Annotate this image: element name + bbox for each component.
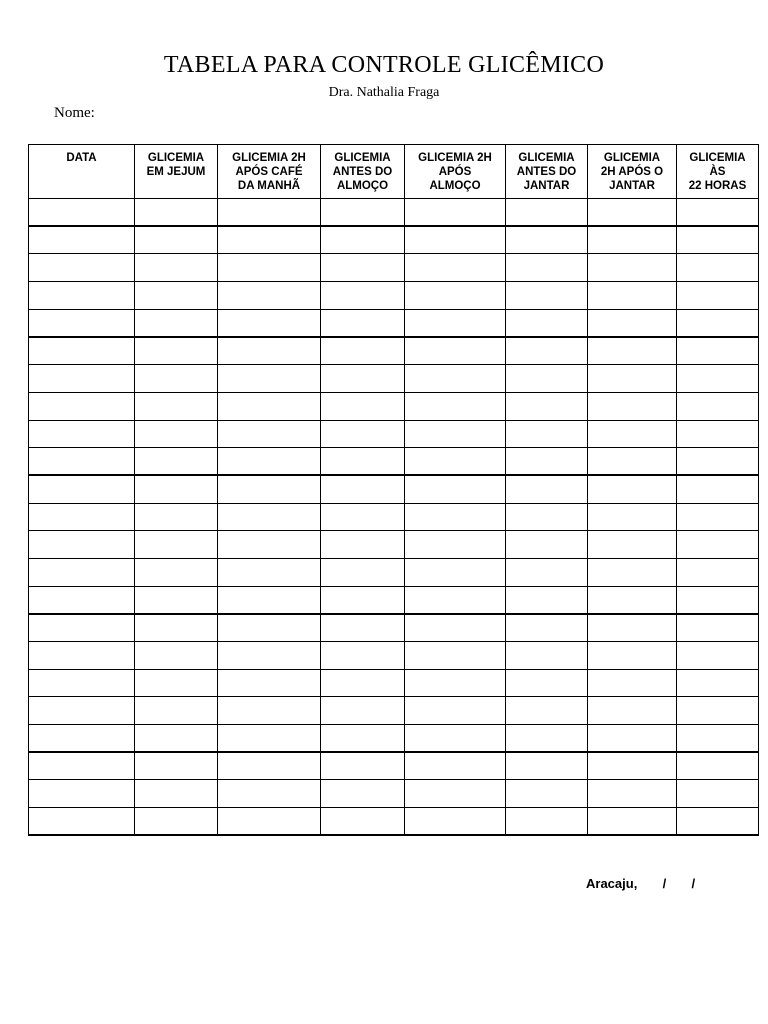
column-header-line: APÓS CAFÉ bbox=[235, 166, 303, 178]
table-cell[interactable] bbox=[321, 503, 405, 531]
table-cell[interactable] bbox=[321, 531, 405, 559]
column-header-line: DA MANHÃ bbox=[237, 180, 301, 192]
table-cell[interactable] bbox=[506, 226, 588, 254]
table-cell[interactable] bbox=[135, 365, 218, 393]
table-cell[interactable] bbox=[218, 199, 321, 227]
table-row bbox=[29, 254, 759, 282]
table-cell[interactable] bbox=[588, 392, 677, 420]
table-cell[interactable] bbox=[405, 365, 506, 393]
table-cell[interactable] bbox=[135, 420, 218, 448]
table-cell[interactable] bbox=[588, 420, 677, 448]
table-cell[interactable] bbox=[135, 392, 218, 420]
table-cell[interactable] bbox=[321, 697, 405, 725]
table-cell[interactable] bbox=[506, 392, 588, 420]
table-cell[interactable] bbox=[588, 669, 677, 697]
table-cell[interactable] bbox=[29, 669, 135, 697]
column-header bbox=[29, 145, 135, 199]
table-cell[interactable] bbox=[588, 448, 677, 476]
table-cell[interactable] bbox=[588, 558, 677, 586]
table-cell[interactable] bbox=[677, 669, 759, 697]
table-cell[interactable] bbox=[588, 199, 677, 227]
table-cell[interactable] bbox=[588, 725, 677, 753]
table-cell[interactable] bbox=[506, 669, 588, 697]
table-cell[interactable] bbox=[677, 254, 759, 282]
table-row bbox=[29, 392, 759, 420]
table-cell[interactable] bbox=[677, 808, 759, 836]
table-cell[interactable] bbox=[588, 309, 677, 337]
table-cell[interactable] bbox=[135, 558, 218, 586]
table-row bbox=[29, 697, 759, 725]
table-cell[interactable] bbox=[321, 669, 405, 697]
table-row bbox=[29, 752, 759, 780]
table-cell[interactable] bbox=[321, 780, 405, 808]
table-cell[interactable] bbox=[321, 226, 405, 254]
table-cell[interactable] bbox=[321, 199, 405, 227]
table-cell[interactable] bbox=[506, 697, 588, 725]
table-cell[interactable] bbox=[506, 309, 588, 337]
table-row bbox=[29, 531, 759, 559]
table-cell[interactable] bbox=[321, 586, 405, 614]
table-cell[interactable] bbox=[405, 420, 506, 448]
table-cell[interactable] bbox=[135, 503, 218, 531]
column-header-line: 22 HORAS bbox=[688, 180, 747, 192]
table-cell[interactable] bbox=[29, 475, 135, 503]
column-header bbox=[588, 145, 677, 199]
column-header-line: APÓS bbox=[438, 166, 472, 178]
table-cell[interactable] bbox=[405, 475, 506, 503]
table-cell[interactable] bbox=[506, 614, 588, 642]
table-cell[interactable] bbox=[506, 531, 588, 559]
table-row bbox=[29, 586, 759, 614]
table-cell[interactable] bbox=[135, 531, 218, 559]
table-cell[interactable] bbox=[588, 226, 677, 254]
table-cell[interactable] bbox=[677, 337, 759, 365]
column-header bbox=[218, 145, 321, 199]
table-cell[interactable] bbox=[405, 448, 506, 476]
table-row bbox=[29, 614, 759, 642]
table-row bbox=[29, 365, 759, 393]
table-cell[interactable] bbox=[405, 669, 506, 697]
table-cell[interactable] bbox=[321, 254, 405, 282]
table-cell[interactable] bbox=[321, 282, 405, 310]
table-cell[interactable] bbox=[135, 752, 218, 780]
column-header-line: ALMOÇO bbox=[336, 180, 389, 192]
table-cell[interactable] bbox=[29, 752, 135, 780]
table-cell[interactable] bbox=[321, 614, 405, 642]
table-cell[interactable] bbox=[588, 254, 677, 282]
table-cell[interactable] bbox=[218, 697, 321, 725]
column-header-line: GLICEMIA bbox=[334, 152, 391, 164]
table-row bbox=[29, 309, 759, 337]
table-cell[interactable] bbox=[405, 226, 506, 254]
table-cell[interactable] bbox=[677, 752, 759, 780]
table-cell[interactable] bbox=[405, 199, 506, 227]
table-cell[interactable] bbox=[677, 780, 759, 808]
table-cell[interactable] bbox=[135, 586, 218, 614]
table-header-row bbox=[29, 145, 759, 199]
table-cell[interactable] bbox=[677, 448, 759, 476]
table-cell[interactable] bbox=[677, 392, 759, 420]
table-cell[interactable] bbox=[677, 614, 759, 642]
table-cell[interactable] bbox=[29, 531, 135, 559]
table-cell[interactable] bbox=[135, 254, 218, 282]
table-cell[interactable] bbox=[218, 448, 321, 476]
table-cell[interactable] bbox=[588, 614, 677, 642]
column-header-line: ANTES DO bbox=[332, 166, 393, 178]
table-cell[interactable] bbox=[135, 614, 218, 642]
table-cell[interactable] bbox=[135, 669, 218, 697]
table-cell[interactable] bbox=[29, 420, 135, 448]
table-cell[interactable] bbox=[218, 531, 321, 559]
table-cell[interactable] bbox=[588, 697, 677, 725]
table-cell[interactable] bbox=[218, 475, 321, 503]
table-cell[interactable] bbox=[218, 337, 321, 365]
table-cell[interactable] bbox=[29, 365, 135, 393]
table-cell[interactable] bbox=[218, 282, 321, 310]
table-row bbox=[29, 669, 759, 697]
table-cell[interactable] bbox=[135, 199, 218, 227]
column-header-line: DATA bbox=[66, 152, 97, 164]
table-cell[interactable] bbox=[29, 808, 135, 836]
table-cell[interactable] bbox=[506, 808, 588, 836]
table-cell[interactable] bbox=[405, 503, 506, 531]
column-header-line: GLICEMIA bbox=[689, 152, 746, 164]
table-row bbox=[29, 226, 759, 254]
column-header-line: ÀS bbox=[709, 166, 726, 178]
column-header-line: JANTAR bbox=[523, 180, 570, 192]
table-cell[interactable] bbox=[506, 448, 588, 476]
table-cell[interactable] bbox=[677, 475, 759, 503]
column-header bbox=[135, 145, 218, 199]
column-header-line: GLICEMIA bbox=[147, 152, 205, 164]
column-header bbox=[677, 145, 759, 199]
table-cell[interactable] bbox=[588, 752, 677, 780]
table-cell[interactable] bbox=[588, 586, 677, 614]
column-header-line: GLICEMIA 2H bbox=[232, 152, 306, 164]
table-cell[interactable] bbox=[506, 503, 588, 531]
table-cell[interactable] bbox=[677, 309, 759, 337]
table-cell[interactable] bbox=[218, 503, 321, 531]
table-cell[interactable] bbox=[29, 448, 135, 476]
column-header-line: EM JEJUM bbox=[146, 166, 206, 178]
table-cell[interactable] bbox=[506, 780, 588, 808]
table-cell[interactable] bbox=[218, 586, 321, 614]
table-cell[interactable] bbox=[321, 365, 405, 393]
table-cell[interactable] bbox=[29, 392, 135, 420]
table-cell[interactable] bbox=[588, 531, 677, 559]
table-cell[interactable] bbox=[321, 642, 405, 670]
table-cell[interactable] bbox=[506, 365, 588, 393]
table-cell[interactable] bbox=[135, 448, 218, 476]
table-cell[interactable] bbox=[29, 254, 135, 282]
table-cell[interactable] bbox=[677, 503, 759, 531]
table-cell[interactable] bbox=[321, 558, 405, 586]
table-cell[interactable] bbox=[218, 558, 321, 586]
table-cell[interactable] bbox=[218, 669, 321, 697]
table-row bbox=[29, 808, 759, 836]
table-cell[interactable] bbox=[29, 642, 135, 670]
table-cell[interactable] bbox=[218, 365, 321, 393]
table-cell[interactable] bbox=[321, 392, 405, 420]
table-row bbox=[29, 780, 759, 808]
table-row bbox=[29, 475, 759, 503]
table-cell[interactable] bbox=[135, 697, 218, 725]
table-cell[interactable] bbox=[405, 614, 506, 642]
table-cell[interactable] bbox=[135, 475, 218, 503]
table-cell[interactable] bbox=[321, 420, 405, 448]
table-cell[interactable] bbox=[588, 475, 677, 503]
table-cell[interactable] bbox=[405, 725, 506, 753]
document-title: TABELA PARA CONTROLE GLICÊMICO bbox=[163, 52, 605, 78]
table-cell[interactable] bbox=[135, 337, 218, 365]
table-cell[interactable] bbox=[29, 199, 135, 227]
table-cell[interactable] bbox=[677, 420, 759, 448]
column-header-line: GLICEMIA bbox=[603, 152, 661, 164]
table-cell[interactable] bbox=[218, 725, 321, 753]
table-cell[interactable] bbox=[29, 780, 135, 808]
table-cell[interactable] bbox=[588, 365, 677, 393]
column-header-line: 2H APÓS O bbox=[600, 166, 664, 178]
table-cell[interactable] bbox=[29, 558, 135, 586]
table-cell[interactable] bbox=[405, 254, 506, 282]
table-cell[interactable] bbox=[506, 475, 588, 503]
table-row bbox=[29, 503, 759, 531]
doctor-name: Dra. Nathalia Fraga bbox=[328, 85, 440, 100]
table-cell[interactable] bbox=[321, 808, 405, 836]
table-cell[interactable] bbox=[405, 309, 506, 337]
table-cell[interactable] bbox=[135, 282, 218, 310]
table-cell[interactable] bbox=[321, 752, 405, 780]
table-cell[interactable] bbox=[321, 725, 405, 753]
table-cell[interactable] bbox=[135, 725, 218, 753]
table-cell[interactable] bbox=[218, 808, 321, 836]
column-header bbox=[405, 145, 506, 199]
table-cell[interactable] bbox=[321, 337, 405, 365]
table-body bbox=[29, 199, 759, 836]
table-cell[interactable] bbox=[321, 309, 405, 337]
table-cell[interactable] bbox=[135, 309, 218, 337]
table-cell[interactable] bbox=[218, 752, 321, 780]
table-row bbox=[29, 558, 759, 586]
table-cell[interactable] bbox=[29, 586, 135, 614]
table-cell[interactable] bbox=[405, 558, 506, 586]
table-cell[interactable] bbox=[405, 697, 506, 725]
table-cell[interactable] bbox=[588, 780, 677, 808]
table-cell[interactable] bbox=[677, 226, 759, 254]
table-cell[interactable] bbox=[677, 558, 759, 586]
table-cell[interactable] bbox=[506, 420, 588, 448]
table-cell[interactable] bbox=[677, 199, 759, 227]
table-cell[interactable] bbox=[506, 725, 588, 753]
column-header-line: ALMOÇO bbox=[429, 180, 481, 192]
table-cell[interactable] bbox=[218, 309, 321, 337]
table-cell[interactable] bbox=[506, 586, 588, 614]
column-header-line: JANTAR bbox=[609, 180, 655, 192]
table-cell[interactable] bbox=[29, 725, 135, 753]
table-cell[interactable] bbox=[405, 392, 506, 420]
column-header-line: ANTES DO bbox=[516, 166, 577, 178]
table-cell[interactable] bbox=[677, 642, 759, 670]
table-cell[interactable] bbox=[506, 752, 588, 780]
table-cell[interactable] bbox=[218, 420, 321, 448]
table-cell[interactable] bbox=[218, 780, 321, 808]
column-header bbox=[321, 145, 405, 199]
table-cell[interactable] bbox=[588, 337, 677, 365]
table-cell[interactable] bbox=[677, 725, 759, 753]
table-cell[interactable] bbox=[506, 558, 588, 586]
table-cell[interactable] bbox=[405, 282, 506, 310]
table-cell[interactable] bbox=[506, 337, 588, 365]
table-cell[interactable] bbox=[29, 309, 135, 337]
table-row bbox=[29, 448, 759, 476]
column-header-line: GLICEMIA bbox=[518, 152, 575, 164]
table-row bbox=[29, 725, 759, 753]
table-cell[interactable] bbox=[29, 226, 135, 254]
table-cell[interactable] bbox=[405, 337, 506, 365]
table-row bbox=[29, 199, 759, 227]
table-cell[interactable] bbox=[321, 448, 405, 476]
table-cell[interactable] bbox=[506, 642, 588, 670]
table-cell[interactable] bbox=[588, 503, 677, 531]
table-cell[interactable] bbox=[405, 752, 506, 780]
table-cell[interactable] bbox=[135, 226, 218, 254]
table-cell[interactable] bbox=[29, 282, 135, 310]
table-row bbox=[29, 420, 759, 448]
table-cell[interactable] bbox=[135, 780, 218, 808]
table-cell[interactable] bbox=[588, 282, 677, 310]
table-cell[interactable] bbox=[218, 642, 321, 670]
table-cell[interactable] bbox=[677, 586, 759, 614]
table-row bbox=[29, 337, 759, 365]
table-cell[interactable] bbox=[405, 642, 506, 670]
table-cell[interactable] bbox=[218, 614, 321, 642]
column-header-line: GLICEMIA 2H bbox=[418, 152, 492, 164]
table-cell[interactable] bbox=[135, 642, 218, 670]
table-cell[interactable] bbox=[29, 337, 135, 365]
table-cell[interactable] bbox=[218, 392, 321, 420]
column-header bbox=[506, 145, 588, 199]
table-cell[interactable] bbox=[321, 475, 405, 503]
table-cell[interactable] bbox=[218, 226, 321, 254]
table-row bbox=[29, 282, 759, 310]
table-cell[interactable] bbox=[29, 614, 135, 642]
table-cell[interactable] bbox=[506, 254, 588, 282]
table-cell[interactable] bbox=[677, 531, 759, 559]
table-cell[interactable] bbox=[218, 254, 321, 282]
table-cell[interactable] bbox=[677, 697, 759, 725]
table-cell[interactable] bbox=[506, 282, 588, 310]
table-cell[interactable] bbox=[506, 199, 588, 227]
table-cell[interactable] bbox=[677, 365, 759, 393]
city-date-line: Aracaju, / / bbox=[586, 876, 696, 891]
table-cell[interactable] bbox=[677, 282, 759, 310]
glycemic-control-table bbox=[28, 144, 759, 836]
table-cell[interactable] bbox=[588, 808, 677, 836]
table-cell[interactable] bbox=[405, 586, 506, 614]
table-cell[interactable] bbox=[405, 531, 506, 559]
table-cell[interactable] bbox=[29, 503, 135, 531]
patient-name-label: Nome: bbox=[54, 105, 95, 121]
table-cell[interactable] bbox=[135, 808, 218, 836]
table-cell[interactable] bbox=[405, 780, 506, 808]
table-row bbox=[29, 642, 759, 670]
table-cell[interactable] bbox=[588, 642, 677, 670]
table-cell[interactable] bbox=[405, 808, 506, 836]
table-cell[interactable] bbox=[29, 697, 135, 725]
